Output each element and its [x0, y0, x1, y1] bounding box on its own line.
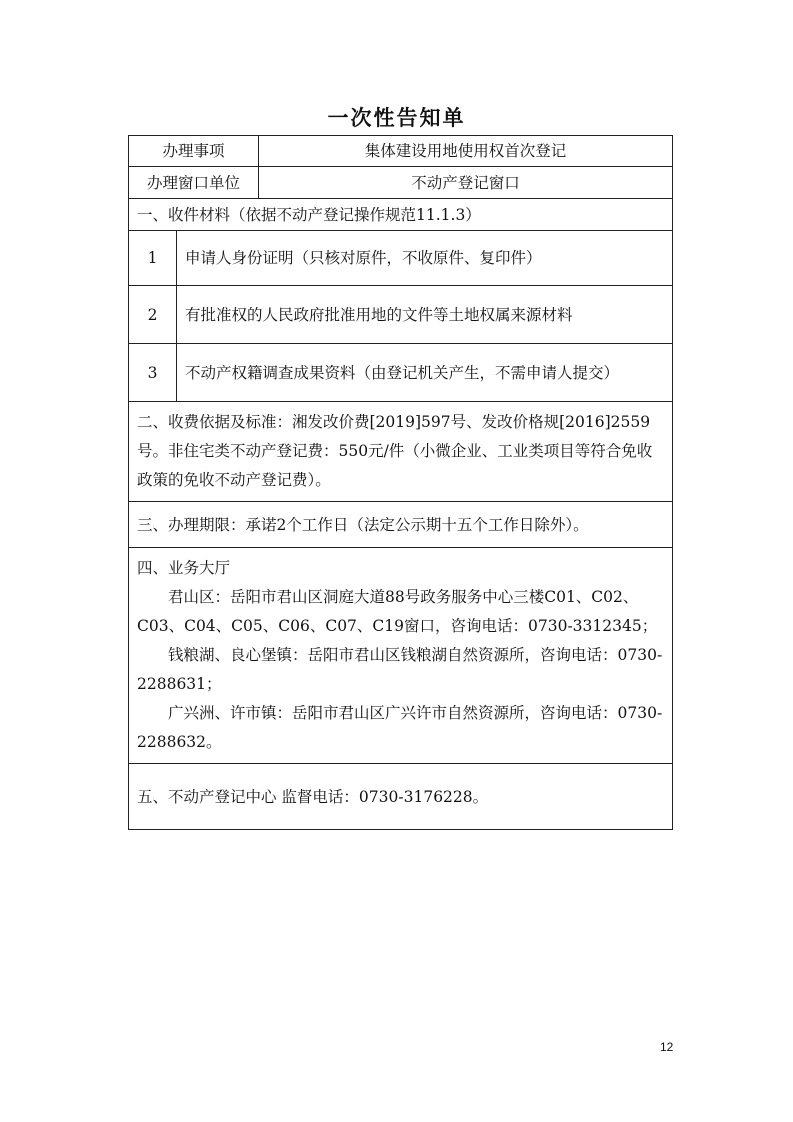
item-label: 办理事项 [129, 136, 259, 167]
material-text: 申请人身份证明（只核对原件，不收原件、复印件） [177, 231, 673, 286]
window-value: 不动产登记窗口 [259, 167, 673, 199]
material-row [129, 286, 673, 344]
material-row [129, 231, 673, 286]
material-number: 1 [129, 231, 177, 286]
hall-qianlianghu: 钱粮湖、良心堡镇：岳阳市君山区钱粮湖自然资源所，咨询电话：0730-2288631； [137, 646, 663, 693]
row-section3 [129, 502, 673, 548]
page-number: 12 [660, 1040, 674, 1054]
row-section1-heading [129, 199, 673, 231]
material-number: 3 [129, 344, 177, 402]
fee-standard: 二、收费依据及标准：湘发改价费[2019]597号、发改价格规[2016]2559号。非住宅类不动产登记费：550元/件（小微企业、工业类项目等符合免收政策的免收不动产登记费）。 [129, 402, 673, 502]
processing-period: 三、办理期限：承诺2个工作日（法定公示期十五个工作日除外）。 [129, 502, 673, 548]
material-text: 不动产权籍调查成果资料（由登记机关产生，不需申请人提交） [177, 344, 673, 402]
notice-table [128, 135, 673, 830]
row-section5 [129, 764, 673, 830]
hall-guangxingzhou: 广兴洲、许市镇：岳阳市君山区广兴许市自然资源所，咨询电话：0730-2288632。 [137, 704, 663, 751]
service-halls-heading: 四、业务大厅 [137, 559, 231, 577]
row-window [129, 167, 673, 199]
hall-junshan: 君山区：岳阳市君山区洞庭大道88号政务服务中心三楼C01、C02、C03、C04、C05、C06、C07、C19窗口，咨询电话：0730-3312345； [137, 588, 658, 635]
row-section4 [129, 548, 673, 764]
item-value: 集体建设用地使用权首次登记 [259, 136, 673, 167]
row-item [129, 136, 673, 167]
material-number: 2 [129, 286, 177, 344]
supervision-phone: 五、不动产登记中心 监督电话：0730-3176228。 [129, 764, 673, 830]
material-text: 有批准权的人民政府批准用地的文件等土地权属来源材料 [177, 286, 673, 344]
material-row [129, 344, 673, 402]
service-halls [129, 548, 673, 764]
window-label: 办理窗口单位 [129, 167, 259, 199]
section1-heading: 一、收件材料（依据不动产登记操作规范11.1.3） [129, 199, 673, 231]
document-title: 一次性告知单 [327, 106, 466, 130]
row-section2 [129, 402, 673, 502]
